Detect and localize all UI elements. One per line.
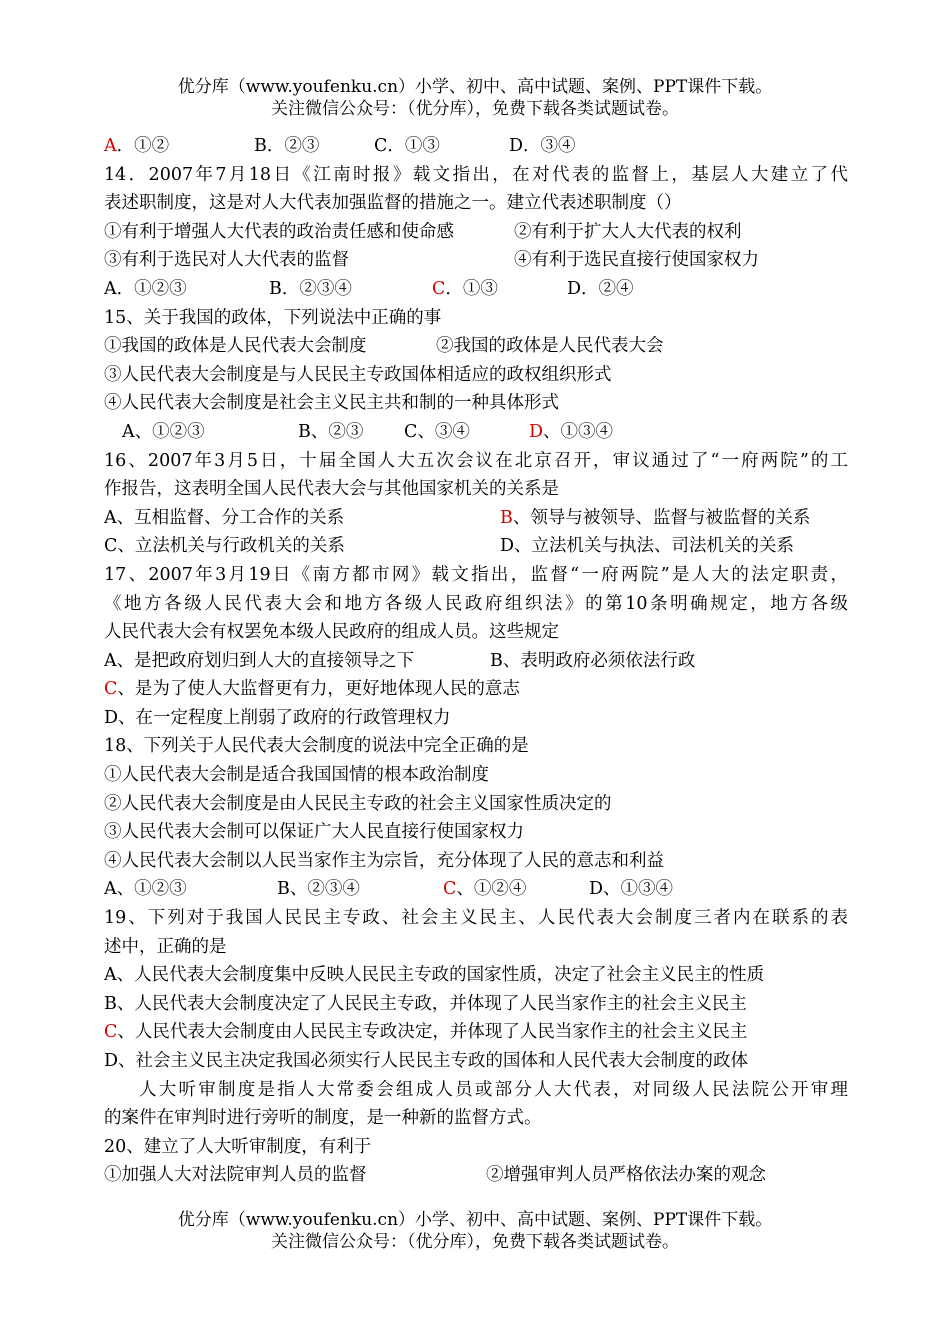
q14-item-2: ②有利于扩大人大代表的权利 [514, 221, 742, 242]
q14-item-1: ①有利于增强人大代表的政治责任感和使命感 [104, 221, 454, 242]
q20-items-row-1 [104, 1161, 848, 1190]
passage-line-1: 人大听审制度是指人大常委会组成人员或部分人大代表，对同级人民法院公开审理 [139, 1079, 848, 1100]
q18-option-c-text: 、①②④ [456, 879, 527, 900]
q14-item-4: ④有利于选民直接行使国家权力 [514, 250, 759, 271]
q19-option-a: A、人民代表大会制度集中反映人民民主专政的国家性质，决定了社会主义民主的性质 [104, 965, 765, 986]
q13-option-a-letter: A [104, 136, 117, 156]
q15-item-2: ②我国的政体是人民代表大会 [436, 336, 664, 357]
q15-option-d-letter: D [529, 421, 544, 442]
q15-option-d-text: 、①③④ [543, 421, 614, 442]
q20-item-1: ①加强人大对法院审判人员的监督 [104, 1165, 367, 1186]
q13-option-b: B．②③ [254, 136, 320, 156]
passage-line-2: 的案件在审判时进行旁听的制度，是一种新的监督方式。 [104, 1108, 542, 1129]
q14-option-c-text: ．①③ [445, 278, 498, 299]
q20-stem: 20、建立了人大听审制度，有利于 [104, 1136, 372, 1157]
q18-option-b: B、②③④ [277, 879, 360, 900]
q14-option-d: D．②④ [567, 278, 634, 299]
q17-option-c-text: 、是为了使人大监督更有力，更好地体现人民的意志 [117, 679, 520, 700]
q15-item-4: ④人民代表大会制度是社会主义民主共和制的一种具体形式 [104, 393, 559, 414]
q14-option-b: B．②③④ [269, 278, 352, 299]
document-body [104, 132, 848, 1190]
q14-option-a: A．①②③ [104, 278, 187, 299]
q14-stem-line-1: 14．2007年7月18日《江南时报》载文指出，在对代表的监督上，基层人大建立了代 [104, 164, 848, 185]
footer-line-1: 优分库（www.youfenku.cn）小学、初中、高中试题、案例、PPT课件下载。 [177, 1210, 773, 1230]
q16-stem-line-2: 作报告，这表明全国人民代表大会与其他国家机关的关系是 [104, 479, 559, 500]
q13-option-d: D．③④ [509, 136, 576, 156]
q14-option-c-letter: C [432, 278, 446, 299]
q18-option-d: D、①③④ [589, 879, 674, 900]
page-header [0, 76, 950, 120]
q19-stem-line-2: 述中，正确的是 [104, 936, 227, 957]
q17-option-c [104, 675, 848, 704]
q16-option-c: C、立法机关与行政机关的关系 [104, 536, 345, 557]
q18-stem: 18、下列关于人民代表大会制度的说法中完全正确的是 [104, 736, 529, 757]
q14-options [104, 275, 848, 304]
q19-option-c [104, 1018, 848, 1047]
q16-stem-line-1: 16、2007年3月5日，十届全国人大五次会议在北京召开，审议通过了“一府两院”的工 [104, 450, 848, 471]
header-line-1: 优分库（www.youfenku.cn）小学、初中、高中试题、案例、PPT课件下载。 [177, 77, 773, 97]
q17-option-a: A、是把政府划归到人大的直接领导之下 [104, 650, 415, 671]
q14-stem-line-2: 表述职制度，这是对人大代表加强监督的措施之一。建立代表述职制度（） [104, 193, 682, 214]
q18-options [104, 875, 848, 904]
q17-option-b: B、表明政府必须依法行政 [490, 650, 696, 671]
q18-item-2: ②人民代表大会制度是由人民民主专政的社会主义国家性质决定的 [104, 793, 612, 814]
page-footer [0, 1209, 950, 1253]
q13-options [104, 132, 848, 161]
q15-option-a: A、①②③ [122, 421, 205, 442]
q14-items-row-2 [104, 246, 848, 275]
q19-option-d: D、社会主义民主决定我国必须实行人民民主专政的国体和人民代表大会制度的政体 [104, 1051, 749, 1071]
q20-item-2: ②增强审判人员严格依法办案的观念 [486, 1165, 766, 1186]
q15-items-row-1 [104, 332, 848, 361]
q15-item-1: ①我国的政体是人民代表大会制度 [104, 336, 367, 357]
q18-item-1: ①人民代表大会制是适合我国国情的根本政治制度 [104, 765, 489, 786]
q19-option-c-text: 、人民代表大会制度由人民民主专政决定，并体现了人民当家作主的社会主义民主 [117, 1022, 748, 1043]
q18-item-3: ③人民代表大会制可以保证广大人民直接行使国家权力 [104, 822, 524, 843]
q13-option-a-text: ．①② [116, 136, 170, 156]
q14-items-row-1 [104, 218, 848, 247]
q16-option-a: A、互相监督、分工合作的关系 [104, 507, 345, 528]
footer-line-2: 关注微信公众号：（优分库），免费下载各类试题试卷。 [271, 1232, 679, 1252]
q16-option-b-letter: B [500, 507, 513, 528]
q13-option-c: C．①③ [374, 136, 440, 156]
q17-stem-line-1: 17、2007年3月19日《南方都市网》载文指出，监督“一府两院”是人大的法定职责， [104, 564, 848, 585]
q19-option-b: B、人民代表大会制度决定了人民民主专政，并体现了人民当家作主的社会主义民主 [104, 993, 747, 1014]
q16-option-b-text: 、领导与被领导、监督与被监督的关系 [512, 507, 811, 528]
q15-option-c: C、③④ [404, 421, 470, 442]
q17-stem-line-3: 人民代表大会有权罢免本级人民政府的组成人员。这些规定 [104, 622, 559, 643]
q15-option-b: B、②③ [298, 421, 364, 442]
q16-options-row-2 [104, 532, 848, 561]
q19-option-c-letter: C [104, 1022, 118, 1043]
q14-item-3: ③有利于选民对人大代表的监督 [104, 250, 349, 271]
q17-options-row-1 [104, 647, 848, 676]
q18-option-a: A、①②③ [104, 879, 187, 900]
q17-option-d: D、在一定程度上削弱了政府的行政管理权力 [104, 707, 451, 728]
q16-option-d: D、立法机关与执法、司法机关的关系 [500, 536, 795, 557]
q17-option-c-letter: C [104, 679, 118, 700]
q18-item-4: ④人民代表大会制以人民当家作主为宗旨，充分体现了人民的意志和利益 [104, 850, 664, 871]
q17-stem-line-2: 《地方各级人民代表大会和地方各级人民政府组织法》的第10条明确规定，地方各级 [104, 593, 848, 614]
header-line-2: 关注微信公众号：（优分库），免费下载各类试题试卷。 [271, 99, 679, 119]
q18-option-c-letter: C [443, 879, 457, 900]
q15-options [104, 418, 848, 447]
q15-item-3: ③人民代表大会制度是与人民民主专政国体相适应的政权组织形式 [104, 364, 612, 385]
q15-stem: 15、关于我国的政体，下列说法中正确的事 [104, 307, 442, 328]
q16-options-row-1 [104, 504, 848, 533]
q19-stem-line-1: 19、下列对于我国人民民主专政、社会主义民主、人民代表大会制度三者内在联系的表 [104, 908, 848, 929]
